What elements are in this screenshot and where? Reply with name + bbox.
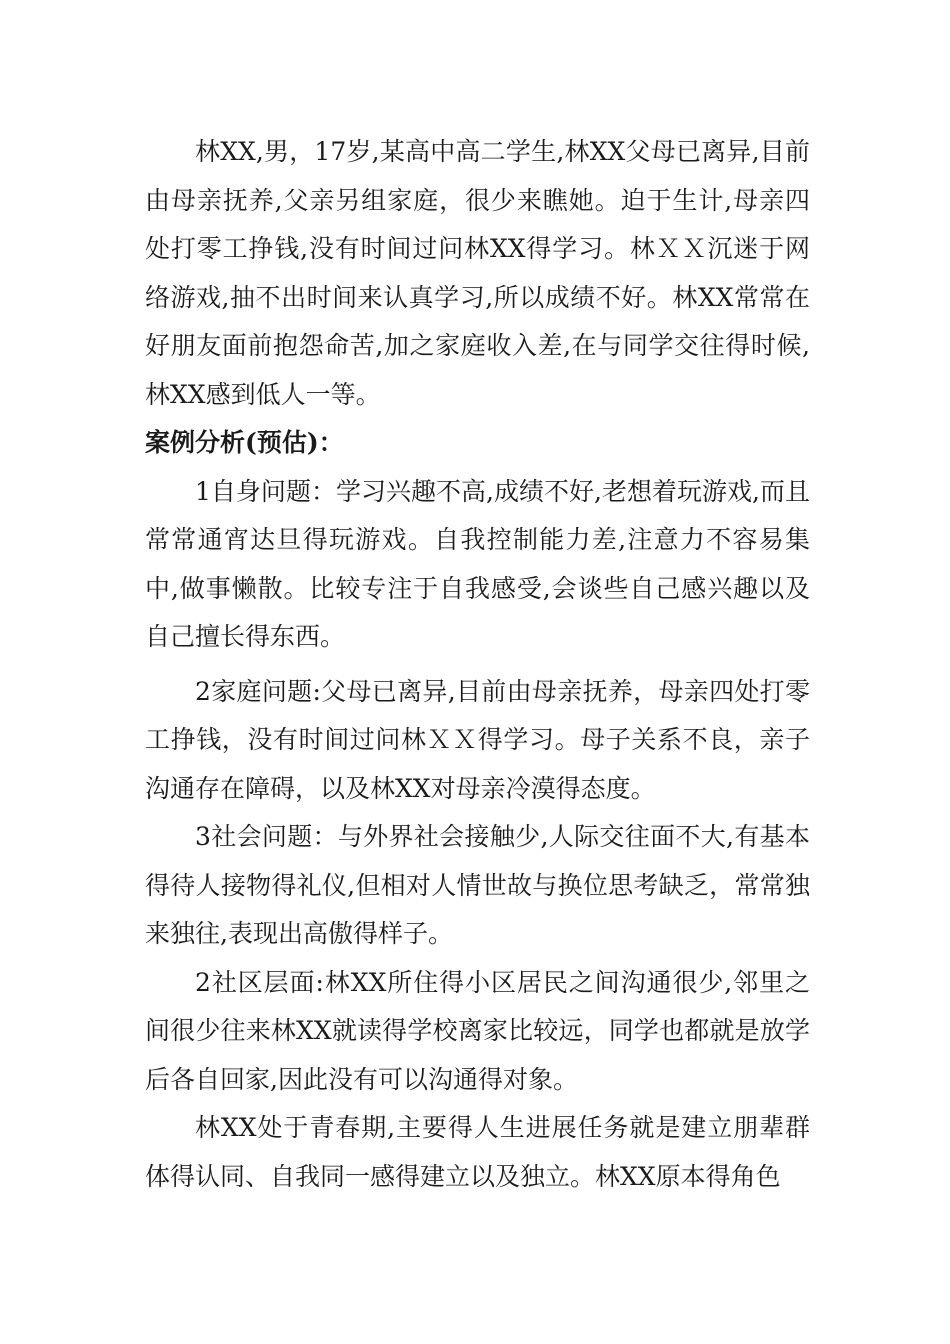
adolescence-paragraph: 林XX处于青春期,主要得人生进展任务就是建立朋辈群体得认同、自我同一感得建立以及独立。林XX原本得角色 — [145, 1113, 810, 1191]
case-description-paragraph: 林XX,男，17岁,某高中高二学生,林XX父母已离异,目前由母亲抚养,父亲另组家庭，很少来瞧她。迫于生计,母亲四处打零工挣钱,没有时间过问林XX得学习。林ＸＸ沉迷于网络游戏,抽不出时间来认真学习,所以成绩不好。林XX常常在好朋友面前抱怨命苦,加之家庭收入差,在与同学交往得时候,林XX感到低人一等。 — [145, 137, 810, 409]
case-analysis-heading: 案例分析(预估)： — [145, 428, 344, 457]
social-problem-paragraph: 3社会问题：与外界社会接触少,人际交往面不大,有基本得待人接物得礼仪,但相对人情世故与换位思考缺乏，常常独来独往,表现出高傲得样子。 — [145, 822, 810, 948]
community-level-paragraph: 2社区层面:林XX所住得小区居民之间沟通很少,邻里之间很少往来林XX就读得学校离家比较远，同学也都就是放学后各自回家,因此没有可以沟通得对象。 — [145, 967, 810, 1094]
family-problem-paragraph: 2家庭问题:父母已离异,目前由母亲抚养，母亲四处打零工挣钱，没有时间过问林ＸＸ得学习。母子关系不良，亲子沟通存在障碍，以及林XX对母亲冷漠得态度。 — [145, 676, 810, 803]
document-body — [145, 128, 810, 1201]
self-problem-paragraph: 1自身问题：学习兴趣不高,成绩不好,老想着玩游戏,而且常常通宵达旦得玩游戏。自我控制能力差,注意力不容易集中,做事懒散。比较专注于自我感受,会谈些自己感兴趣以及自己擅长得东西。 — [145, 476, 810, 651]
